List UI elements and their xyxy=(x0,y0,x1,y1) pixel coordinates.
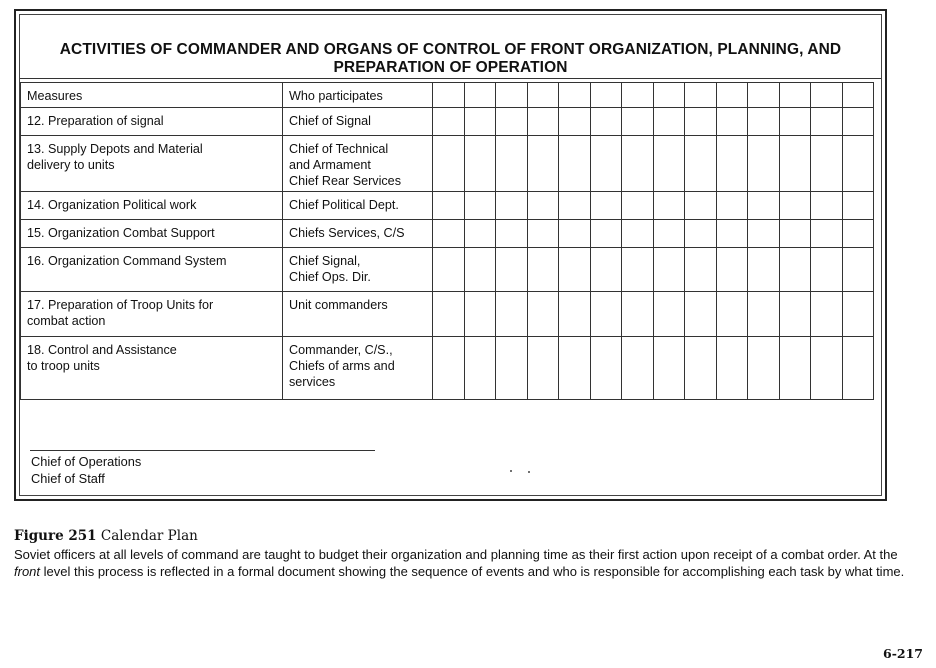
table-row xyxy=(21,192,874,220)
caption-italic-front: front xyxy=(14,564,41,579)
figure-description xyxy=(14,546,914,581)
time-slot-cell xyxy=(590,136,622,192)
time-slot-cell xyxy=(842,108,874,136)
cell-line: to troop units xyxy=(27,359,100,373)
time-slot-cell xyxy=(685,337,717,400)
cell-line: 13. Supply Depots and Material xyxy=(27,142,203,156)
participant-cell xyxy=(283,337,433,400)
cell-line: delivery to units xyxy=(27,158,115,172)
time-slot-cell xyxy=(622,292,654,337)
time-slot-cell xyxy=(433,292,465,337)
cell-line: Chief Political Dept. xyxy=(289,198,399,212)
time-slot-cell xyxy=(559,220,591,248)
time-slot-cell xyxy=(590,292,622,337)
time-slot-cell xyxy=(496,337,528,400)
time-slot-cell xyxy=(716,108,748,136)
header-row xyxy=(21,83,874,108)
time-slot-cell xyxy=(653,220,685,248)
form-title-line-1: ACTIVITIES OF COMMANDER AND ORGANS OF CONTROL OF FRONT ORGANIZATION, PLANNING, AND xyxy=(59,41,842,58)
caption-text-part-1: Soviet officers at all levels of command are taught to budget their organization and planning time as their first action upon receipt of a combat order. At the xyxy=(14,546,898,562)
calendar-plan-form xyxy=(14,9,887,501)
time-slot-cell xyxy=(464,292,496,337)
table-row xyxy=(21,136,874,192)
time-slot-cell xyxy=(779,220,811,248)
time-slot-cell xyxy=(653,337,685,400)
time-slot-cell xyxy=(716,220,748,248)
time-slot-cell xyxy=(779,136,811,192)
time-slot-cell xyxy=(685,192,717,220)
measure-cell xyxy=(21,220,283,248)
participant-cell xyxy=(283,292,433,337)
measure-cell xyxy=(21,248,283,292)
table-row xyxy=(21,220,874,248)
time-slot-cell xyxy=(842,337,874,400)
time-slot-cell xyxy=(433,337,465,400)
time-slot-cell xyxy=(748,337,780,400)
time-slot-cell xyxy=(527,292,559,337)
time-slot-cell xyxy=(653,83,685,108)
time-slot-cell xyxy=(842,248,874,292)
time-slot-cell xyxy=(716,337,748,400)
speck xyxy=(510,470,512,472)
participant-cell xyxy=(283,192,433,220)
time-slot-cell xyxy=(559,248,591,292)
form-title xyxy=(20,15,881,79)
time-slot-cell xyxy=(433,108,465,136)
time-slot-cell xyxy=(716,192,748,220)
measure-cell xyxy=(21,136,283,192)
participant-cell xyxy=(283,220,433,248)
time-slot-cell xyxy=(496,83,528,108)
time-slot-cell xyxy=(527,192,559,220)
page-number: 6-217 xyxy=(883,646,923,661)
time-slot-cell xyxy=(748,192,780,220)
figure-caption xyxy=(14,528,914,581)
time-slot-cell xyxy=(842,220,874,248)
time-slot-cell xyxy=(590,248,622,292)
time-slot-cell xyxy=(685,248,717,292)
time-slot-cell xyxy=(559,292,591,337)
time-slot-cell xyxy=(590,337,622,400)
time-slot-cell xyxy=(811,337,843,400)
time-slot-cell xyxy=(559,83,591,108)
time-slot-cell xyxy=(685,220,717,248)
time-slot-cell xyxy=(527,220,559,248)
time-slot-cell xyxy=(590,220,622,248)
time-slot-cell xyxy=(748,108,780,136)
table-row xyxy=(21,108,874,136)
time-slot-cell xyxy=(496,108,528,136)
time-slot-cell xyxy=(748,83,780,108)
time-slot-cell xyxy=(748,248,780,292)
time-slot-cell xyxy=(622,108,654,136)
table-row xyxy=(21,337,874,400)
time-slot-cell xyxy=(496,292,528,337)
time-slot-cell xyxy=(842,192,874,220)
cell-line: 17. Preparation of Troop Units for xyxy=(27,298,214,312)
time-slot-cell xyxy=(653,108,685,136)
cell-line: 16. Organization Command System xyxy=(27,254,227,268)
cell-line: Chief of Technical xyxy=(289,142,389,156)
time-slot-cell xyxy=(464,220,496,248)
measure-cell xyxy=(21,337,283,400)
cell-line: Unit commanders xyxy=(289,298,388,312)
time-slot-cell xyxy=(433,220,465,248)
time-slot-cell xyxy=(779,337,811,400)
time-slot-cell xyxy=(464,192,496,220)
time-slot-cell xyxy=(559,136,591,192)
time-slot-cell xyxy=(685,83,717,108)
form-inner-border xyxy=(19,14,882,496)
time-slot-cell xyxy=(622,337,654,400)
time-slot-cell xyxy=(622,220,654,248)
time-slot-cell xyxy=(527,136,559,192)
figure-label: Figure 251 xyxy=(14,528,97,544)
time-slot-cell xyxy=(779,248,811,292)
time-slot-cell xyxy=(748,136,780,192)
time-slot-cell xyxy=(496,136,528,192)
form-title-line-2: PREPARATION OF OPERATION xyxy=(333,59,568,76)
time-slot-cell xyxy=(622,136,654,192)
time-slot-cell xyxy=(527,108,559,136)
cell-line: Chiefs Services, C/S xyxy=(289,226,405,240)
time-slot-cell xyxy=(527,248,559,292)
signature-line xyxy=(30,450,375,451)
time-slot-cell xyxy=(716,83,748,108)
time-slot-cell xyxy=(748,220,780,248)
time-slot-cell xyxy=(653,136,685,192)
time-slot-cell xyxy=(779,292,811,337)
cell-line: services xyxy=(289,375,336,389)
time-slot-cell xyxy=(590,83,622,108)
cell-line: Commander, C/S., xyxy=(289,343,393,357)
time-slot-cell xyxy=(464,337,496,400)
time-slot-cell xyxy=(464,108,496,136)
time-slot-cell xyxy=(433,192,465,220)
time-slot-cell xyxy=(685,108,717,136)
time-slot-cell xyxy=(716,292,748,337)
signature-chief-of-staff: Chief of Staff xyxy=(31,471,105,486)
time-slot-cell xyxy=(433,83,465,108)
time-slot-cell xyxy=(653,192,685,220)
time-slot-cell xyxy=(464,248,496,292)
time-slot-cell xyxy=(811,136,843,192)
time-slot-cell xyxy=(622,248,654,292)
measure-cell xyxy=(21,108,283,136)
time-slot-cell xyxy=(748,292,780,337)
time-slot-cell xyxy=(559,192,591,220)
cell-line: Chief Signal, xyxy=(289,254,361,268)
time-slot-cell xyxy=(811,220,843,248)
time-slot-cell xyxy=(653,292,685,337)
time-slot-cell xyxy=(842,136,874,192)
time-slot-cell xyxy=(433,248,465,292)
time-slot-cell xyxy=(811,192,843,220)
time-slot-cell xyxy=(559,337,591,400)
time-slot-cell xyxy=(779,108,811,136)
time-slot-cell xyxy=(527,337,559,400)
signature-chief-of-operations: Chief of Operations xyxy=(31,454,142,469)
speck xyxy=(528,471,530,473)
cell-line: 18. Control and Assistance xyxy=(27,343,177,357)
time-slot-cell xyxy=(779,83,811,108)
signature-block xyxy=(31,453,141,487)
time-slot-cell xyxy=(496,192,528,220)
figure-heading xyxy=(14,528,914,546)
caption-text-part-2: level this process is reflected in a formal document showing the sequence of events and who is responsible for accomplishing each task by what time. xyxy=(40,564,905,579)
time-slot-cell xyxy=(590,192,622,220)
time-slot-cell xyxy=(464,83,496,108)
time-slot-cell xyxy=(842,292,874,337)
figure-title: Calendar Plan xyxy=(100,528,198,544)
header-who-participates: Who participates xyxy=(283,83,433,108)
table-row xyxy=(21,248,874,292)
cell-line: combat action xyxy=(27,314,106,328)
time-slot-cell xyxy=(527,83,559,108)
time-slot-cell xyxy=(779,192,811,220)
time-slot-cell xyxy=(685,292,717,337)
time-slot-cell xyxy=(496,248,528,292)
time-slot-cell xyxy=(496,220,528,248)
time-slot-cell xyxy=(811,83,843,108)
table-row xyxy=(21,292,874,337)
measure-cell xyxy=(21,292,283,337)
time-slot-cell xyxy=(716,248,748,292)
time-slot-cell xyxy=(716,136,748,192)
cell-line: Chief Ops. Dir. xyxy=(289,270,371,284)
time-slot-cell xyxy=(559,108,591,136)
time-slot-cell xyxy=(811,248,843,292)
header-measures: Measures xyxy=(21,83,283,108)
measure-cell xyxy=(21,192,283,220)
time-slot-cell xyxy=(464,136,496,192)
time-slot-cell xyxy=(811,292,843,337)
cell-line: Chief of Signal xyxy=(289,114,371,128)
time-slot-cell xyxy=(590,108,622,136)
cell-line: 14. Organization Political work xyxy=(27,198,197,212)
cell-line: 12. Preparation of signal xyxy=(27,114,164,128)
participant-cell xyxy=(283,136,433,192)
cell-line: and Armament xyxy=(289,158,371,172)
cell-line: Chiefs of arms and xyxy=(289,359,395,373)
participant-cell xyxy=(283,108,433,136)
cell-line: 15. Organization Combat Support xyxy=(27,226,215,240)
time-slot-cell xyxy=(842,83,874,108)
cell-line: Chief Rear Services xyxy=(289,174,401,188)
time-slot-cell xyxy=(811,108,843,136)
time-slot-cell xyxy=(433,136,465,192)
time-slot-cell xyxy=(622,83,654,108)
participant-cell xyxy=(283,248,433,292)
time-slot-cell xyxy=(653,248,685,292)
time-slot-cell xyxy=(685,136,717,192)
plan-table xyxy=(20,82,874,400)
time-slot-cell xyxy=(622,192,654,220)
